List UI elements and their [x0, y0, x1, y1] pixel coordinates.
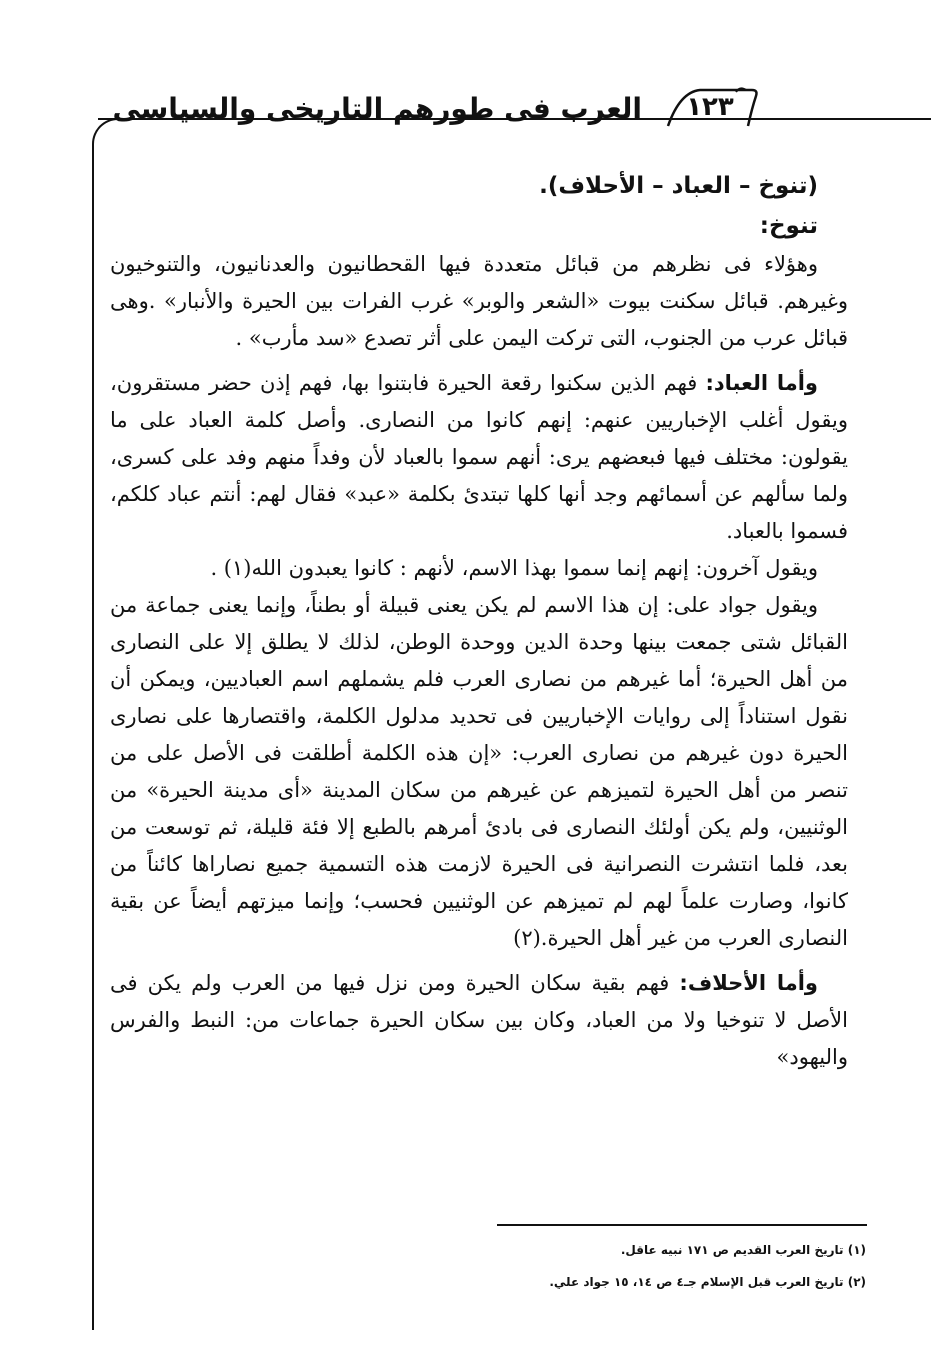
- lead-ibad: وأما العباد:: [705, 371, 818, 395]
- footnote-1: (١) تاريخ العرب القديم ص ١٧١ نبيه عاقل.: [620, 1243, 866, 1257]
- footnotes: [420, 1234, 866, 1298]
- paragraph-others: ويقول آخرون: إنهم إنما سموا بهذا الاسم، لأنهم : كانوا يعبدون الله(١) .: [210, 556, 818, 580]
- section-heading: (تنوخ – العباد – الأحلاف).: [539, 173, 818, 199]
- paragraph-ahlaf-text: فهم بقية سكان الحيرة ومن نزل فيها من العرب ولم يكن فى الأصل لا تنوخيا ولا من العباد، وكان بين سكان الحيرة جماعات من: النبط والفرس واليهود»: [110, 971, 848, 1069]
- running-title: العرب فى طورهم التاريخى والسياسى: [112, 92, 642, 125]
- footnote-divider: [497, 1224, 867, 1226]
- paragraph-ibad: [110, 365, 848, 550]
- page-number-scroll: [660, 86, 760, 130]
- main-text: [110, 166, 848, 1076]
- paragraph-ahlaf: [110, 965, 848, 1076]
- paragraph-ibad-text: فهم الذين سكنوا رقعة الحيرة فابتنوا بها، فهم إذن حضر مستقرون، ويقول أغلب الإخباريين عنهم: إنهم كانوا من النصارى. وأصل كلمة العباد على ما يقولون: مختلف فيها فبعضهم يرى: أنهم سموا بالعباد لأن وفداً منهم وفد على كسرى، ولما سألهم عن أسمائهم وجد أنها كلها تبتدئ بكلمة «عبد» فقال لهم: أنتم عباد كلكم، فسموا بالعباد.: [110, 371, 848, 543]
- running-header: [100, 86, 870, 130]
- lead-ahlaf: وأما الأحلاف:: [679, 971, 818, 995]
- paragraph-tanukh: وهؤلاء فى نظرهم من قبائل متعددة فيها القحطانيون والعدنانيون، والتنوخيون وغيرهم. قبائل سكنت بيوت «الشعر والوبر» غرب الفرات بين الحيرة والأنبار» .وهى قبائل عرب من الجنوب، التى تركت اليمن على أثر تصدع «سد مأرب» .: [110, 252, 848, 350]
- page-number: ١٢٣: [686, 92, 734, 122]
- subheading-tanukh: تنوخ:: [759, 213, 818, 239]
- page-frame-left-rule: [92, 150, 94, 1330]
- footnote-2: (٢) تاريخ العرب قبل الإسلام جـ٤ ص ١٤، ١٥ جواد علي.: [549, 1275, 866, 1289]
- paragraph-jawad-ali: ويقول جواد على: إن هذا الاسم لم يكن يعنى قبيلة أو بطناً، وإنما يعنى جماعة من القبائل شتى جمعت بينها وحدة الدين ووحدة الوطن، لذلك لا يطلق إلا على النصارى من أهل الحيرة؛ أما غيرهم من نصارى العرب فلم يشملهم اسم العباديين، ويمكن أن نقول استناداً إلى روايات الإخباريين فى تحديد مدلول الكلمة، واقتصارها على نصارى الحيرة دون غيرهم من نصارى العرب: «إن هذه الكلمة أطلقت فى الأصل على من تنصر من أهل الحيرة لتميزهم عن غيرهم من سكان المدينة «أى مدينة الحيرة» من الوثنيين، ولم يكن أولئك النصارى فى بادئ أمرهم بالطبع إلا فئة قليلة، ثم توسعت من بعد، فلما انتشرت النصرانية فى الحيرة لازمت هذه التسمية جميع نصاراها كائناً من كانوا، وصارت علماً لهم لم تميزهم عن الوثنيين فحسب؛ وإنما ميزتهم أيضاً عن بقية النصارى العرب من غير أهل الحيرة.(٢): [110, 593, 848, 950]
